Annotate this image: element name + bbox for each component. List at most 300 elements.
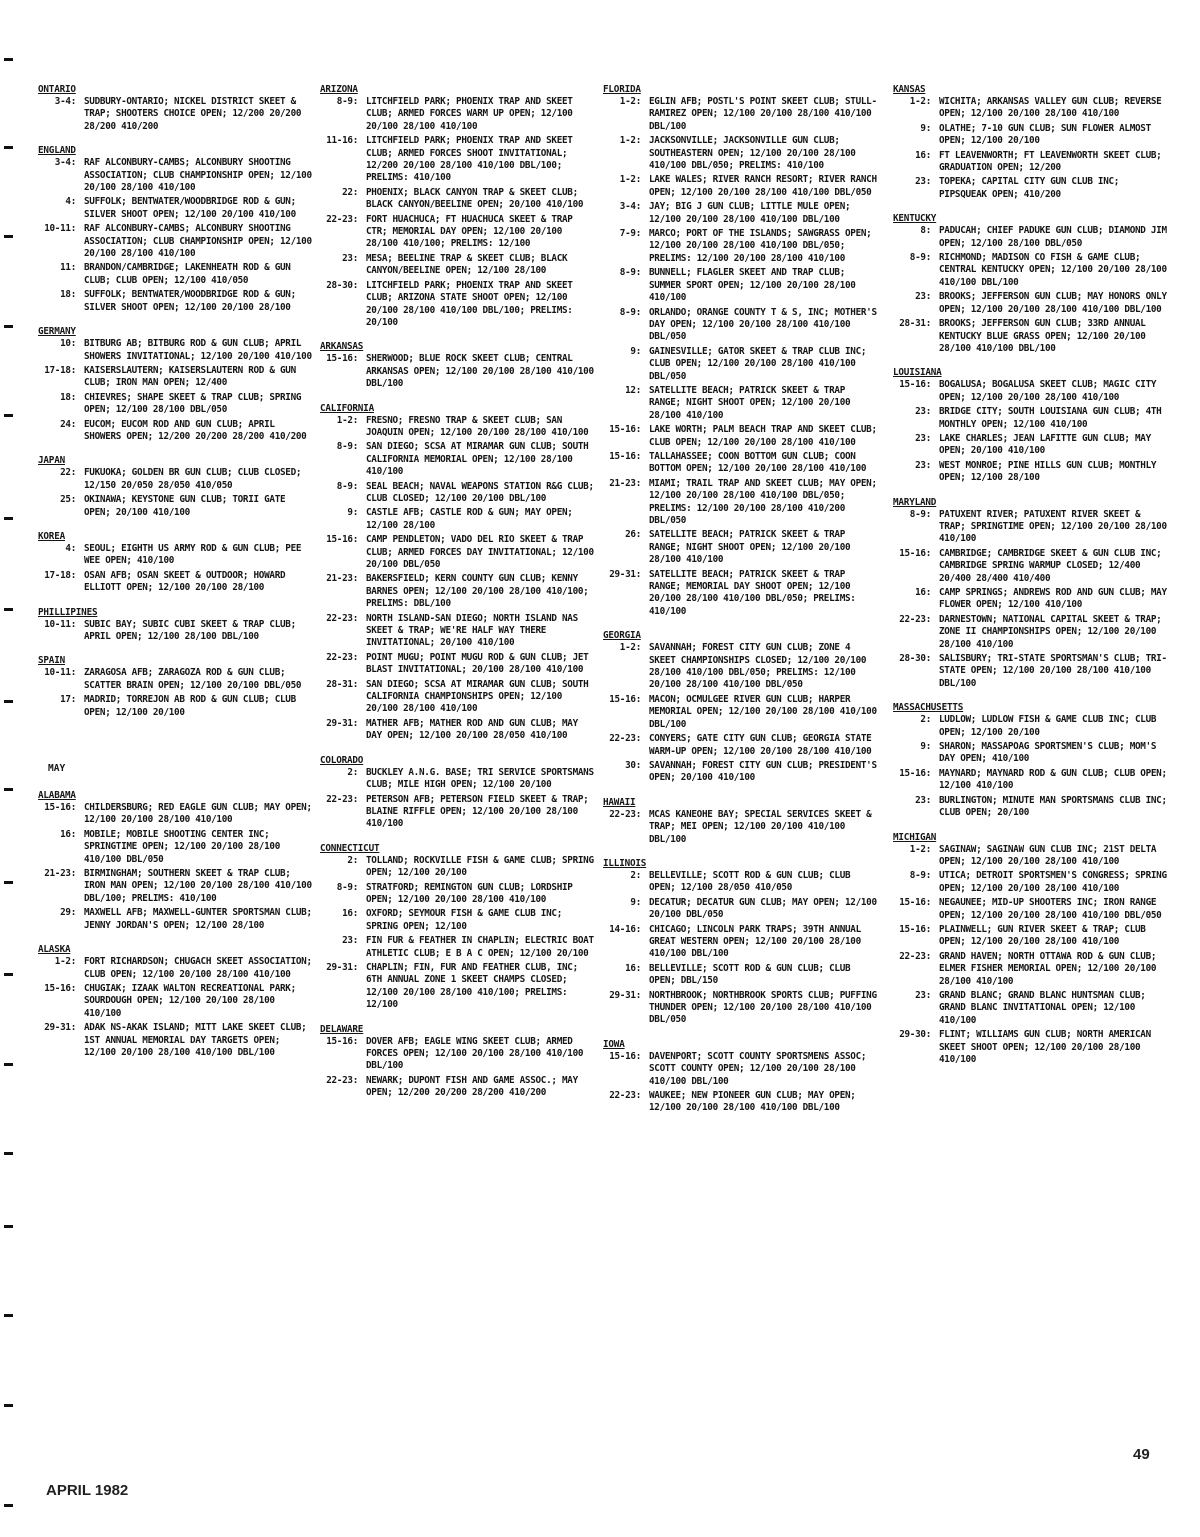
entry-details: SAGINAW; SAGINAW GUN CLUB INC; 21ST DELTA OPEN; 12/100 20/100 28/100 410/100 <box>939 843 1157 867</box>
state-heading: KANSAS <box>893 84 926 95</box>
entry-details: NEGAUNEE; MID-UP SHOOTERS INC; IRON RANGE OPEN; 12/100 20/100 28/100 410/100 DBL/050 <box>939 897 1162 921</box>
entry-details: FORT HUACHUCA; FT HUACHUCA SKEET & TRAP CTR; MEMORIAL DAY OPEN; 12/100 20/100 28/100 410/100; PRELIMS: 12/100 <box>366 213 573 250</box>
shoot-entry <box>893 96 1169 121</box>
state-section <box>893 367 1169 484</box>
shoot-entry <box>893 379 1169 404</box>
entry-details: SATELLITE BEACH; PATRICK SKEET & TRAP RANGE; NIGHT SHOOT OPEN; 12/100 20/100 28/100 410/100 <box>649 529 851 566</box>
entry-details: FUKUOKA; GOLDEN BR GUN CLUB; CLUB CLOSED; 12/150 20/050 28/050 410/050 <box>84 467 302 491</box>
entry-dates: 30: <box>625 759 641 771</box>
state-section <box>320 755 596 831</box>
state-heading: JAPAN <box>38 455 65 467</box>
entry-details: CHAPLIN; FIN, FUR AND FEATHER CLUB, INC; 6TH ANNUAL ZONE 1 SKEET CHAMPS CLOSED; 12/100 20/100 28/100 410/100; PRELIMS: 12/100 <box>366 961 578 1011</box>
shoot-entry <box>603 424 879 449</box>
entry-dates: 23: <box>915 291 931 303</box>
entry-details: MAXWELL AFB; MAXWELL-GUNTER SPORTSMAN CLUB; JENNY JORDAN'S OPEN; 12/100 28/100 <box>84 907 312 931</box>
shoot-entry <box>38 907 314 932</box>
entry-dates: 2: <box>347 854 358 866</box>
shoot-entry <box>38 157 314 194</box>
state-section <box>320 341 596 390</box>
entry-dates: 22-23: <box>326 612 358 624</box>
binding-mark <box>4 973 13 976</box>
state-section <box>38 326 314 443</box>
entry-dates: 3-4: <box>54 96 76 107</box>
entry-dates: 29-30: <box>899 1029 931 1041</box>
entry-dates: 16: <box>60 828 76 840</box>
entry-dates: 15-16: <box>609 450 641 462</box>
entry-dates: 10-11: <box>44 667 76 679</box>
shoot-entry <box>38 619 314 644</box>
entry-details: BROOKS; JEFFERSON GUN CLUB; 33RD ANNUAL KENTUCKY BLUE GRASS OPEN; 12/100 20/100 28/100 410/100 DBL/100 <box>939 318 1146 354</box>
entry-details: SATELLITE BEACH; PATRICK SKEET & TRAP RANGE; NIGHT SHOOT OPEN; 12/100 20/100 28/100 410/100 <box>649 384 851 421</box>
entry-details: WEST MONROE; PINE HILLS GUN CLUB; MONTHLY OPEN; 12/100 28/100 <box>939 459 1157 484</box>
state-section <box>320 1024 596 1100</box>
entry-details: PATUXENT RIVER; PATUXENT RIVER SKEET & TRAP; SPRINGTIME OPEN; 12/100 20/100 28/100 410/100 <box>939 508 1167 545</box>
entry-dates: 23: <box>915 459 931 471</box>
entry-details: WAUKEE; NEW PIONEER GUN CLUB; MAY OPEN; 12/100 20/100 28/100 410/100 DBL/100 <box>649 1090 856 1114</box>
state-heading: HAWAII <box>603 796 636 808</box>
entry-dates: 29-31: <box>44 1022 76 1034</box>
entry-dates: 9: <box>920 122 931 134</box>
entry-dates: 23: <box>342 935 358 947</box>
entry-dates: 16: <box>342 908 358 920</box>
shoot-entry <box>38 289 314 314</box>
entry-dates: 29-31: <box>326 717 358 729</box>
entry-details: NORTHBROOK; NORTHBROOK SPORTS CLUB; PUFFING THUNDER OPEN; 12/100 20/100 28/100 410/100 DBL/050 <box>649 989 877 1026</box>
shoot-entry <box>893 509 1169 546</box>
shoot-entry <box>603 990 879 1027</box>
entry-dates: 15-16: <box>899 767 931 779</box>
shoot-entry <box>38 196 314 221</box>
state-section <box>320 84 596 329</box>
shoot-entry <box>603 569 879 619</box>
shoot-entry <box>893 318 1169 355</box>
shoot-entry <box>320 96 596 133</box>
entry-dates: 29-31: <box>326 961 358 973</box>
shoot-entry <box>38 983 314 1020</box>
entry-details: PHOENIX; BLACK CANYON TRAP & SKEET CLUB; BLACK CANYON/BEELINE OPEN; 20/100 410/100 <box>366 186 584 211</box>
entry-dates: 26: <box>625 529 641 541</box>
entry-dates: 23: <box>915 432 931 444</box>
entry-details: MOBILE; MOBILE SHOOTING CENTER INC; SPRINGTIME OPEN; 12/100 20/100 28/100 410/100 DBL/050 <box>84 828 280 865</box>
entry-details: ZARAGOSA AFB; ZARAGOZA ROD & GUN CLUB; SCATTER BRAIN OPEN; 12/100 20/100 DBL/050 <box>84 667 302 691</box>
binding-mark <box>4 1404 13 1407</box>
entry-details: SUDBURY-ONTARIO; NICKEL DISTRICT SKEET & TRAP; SHOOTERS CHOICE OPEN; 12/200 20/200 28/200 410/200 <box>84 96 302 132</box>
shoot-entry <box>603 897 879 922</box>
entry-details: STRATFORD; REMINGTON GUN CLUB; LORDSHIP OPEN; 12/100 20/100 28/100 410/100 <box>366 881 573 905</box>
entry-details: PADUCAH; CHIEF PADUKE GUN CLUB; DIAMOND JIM OPEN; 12/100 28/100 DBL/050 <box>939 225 1167 249</box>
entry-dates: 22-23: <box>609 1090 641 1102</box>
entry-details: LITCHFIELD PARK; PHOENIX TRAP AND SKEET CLUB; ARMED FORCES WARM UP OPEN; 12/100 20/100 28/100 410/100 <box>366 96 573 132</box>
shoot-entry <box>893 150 1169 175</box>
shoot-entry <box>893 870 1169 895</box>
entry-details: OSAN AFB; OSAN SKEET & OUTDOOR; HOWARD ELLIOTT OPEN; 12/100 20/100 28/100 <box>84 569 286 594</box>
entry-dates: 15-16: <box>899 379 931 391</box>
shoot-entry <box>603 642 879 692</box>
entry-dates: 1-2: <box>909 96 931 107</box>
shoot-entry <box>320 935 596 960</box>
entry-dates: 8-9: <box>619 306 641 318</box>
shoot-entry <box>320 613 596 650</box>
state-heading: MICHIGAN <box>893 831 937 843</box>
shoot-entry <box>603 694 879 731</box>
entry-dates: 15-16: <box>326 353 358 365</box>
entry-dates: 23: <box>915 989 931 1001</box>
entry-details: ADAK NS-AKAK ISLAND; MITT LAKE SKEET CLUB; 1ST ANNUAL MEMORIAL DAY TARGETS OPEN; 12/100 20/100 28/100 410/100 DBL/100 <box>84 1022 307 1058</box>
binding-mark <box>4 1225 13 1228</box>
state-section <box>320 403 596 743</box>
entry-details: MESA; BEELINE TRAP & SKEET CLUB; BLACK CANYON/BEELINE OPEN; 12/100 28/100 <box>366 252 568 277</box>
binding-mark <box>4 1063 13 1066</box>
entry-dates: 2: <box>347 766 358 778</box>
shoot-entry <box>603 870 879 895</box>
binding-mark <box>4 881 13 884</box>
entry-details: MADRID; TORREJON AB ROD & GUN CLUB; CLUB OPEN; 12/100 20/100 <box>84 694 296 718</box>
binding-mark <box>4 325 13 328</box>
entry-details: SAVANNAH; FOREST CITY GUN CLUB; ZONE 4 SKEET CHAMPIONSHIPS CLOSED; 12/100 20/100 28/100 410/100 DBL/050; PRELIMS: 12/100 20/100 28/100 410/100 DBL/050 <box>649 642 867 691</box>
shoot-entry <box>38 392 314 417</box>
shoot-entry <box>603 451 879 476</box>
shoot-entry <box>893 460 1169 485</box>
shoot-entry <box>603 228 879 265</box>
shoot-entry <box>38 419 314 444</box>
entry-dates: 9: <box>347 507 358 519</box>
entry-dates: 18: <box>60 391 76 403</box>
state-heading: MASSACHUSETTS <box>893 702 964 714</box>
shoot-entry <box>38 365 314 390</box>
shoot-entry <box>320 441 596 478</box>
column-3 <box>603 84 879 1127</box>
shoot-entry <box>38 570 314 595</box>
entry-details: FLINT; WILLIAMS GUN CLUB; NORTH AMERICAN SKEET SHOOT OPEN; 12/100 20/100 28/100 410/100 <box>939 1029 1151 1065</box>
entry-dates: 8-9: <box>909 870 931 882</box>
shoot-entry <box>320 280 596 330</box>
entry-details: CHILDERSBURG; RED EAGLE GUN CLUB; MAY OPEN; 12/100 20/100 28/100 410/100 <box>84 802 312 826</box>
state-section <box>320 843 596 1012</box>
shoot-entry <box>603 267 879 304</box>
shoot-entry <box>38 956 314 981</box>
entry-details: DAVENPORT; SCOTT COUNTY SPORTSMENS ASSOC; SCOTT COUNTY OPEN; 12/100 20/100 28/100 410/100 DBL/100 <box>649 1050 867 1087</box>
binding-mark <box>4 58 13 61</box>
entry-dates: 23: <box>915 176 931 188</box>
entry-dates: 15-16: <box>326 534 358 546</box>
page-number: 49 <box>1133 1446 1150 1463</box>
shoot-entry <box>893 291 1169 316</box>
entry-dates: 8-9: <box>336 96 358 107</box>
entry-dates: 22-23: <box>609 733 641 745</box>
shoot-entry <box>893 176 1169 201</box>
shoot-entry <box>38 802 314 827</box>
entry-details: MAYNARD; MAYNARD ROD & GUN CLUB; CLUB OPEN; 12/100 410/100 <box>939 767 1167 792</box>
shoot-entry <box>38 667 314 692</box>
entry-details: EUCOM; EUCOM ROD AND GUN CLUB; APRIL SHOWERS OPEN; 12/200 20/200 28/200 410/200 <box>84 418 307 442</box>
entry-dates: 10: <box>60 338 76 350</box>
shoot-entry <box>38 467 314 492</box>
state-section <box>38 944 314 1059</box>
shoot-entry <box>320 135 596 185</box>
state-section <box>38 84 314 133</box>
shoot-entry <box>603 733 879 758</box>
entry-details: LUDLOW; LUDLOW FISH & GAME CLUB INC; CLUB OPEN; 12/100 20/100 <box>939 714 1157 738</box>
entry-dates: 24: <box>60 418 76 430</box>
entry-dates: 8-9: <box>336 881 358 893</box>
state-section <box>893 84 1169 201</box>
entry-dates: 29-31: <box>609 989 641 1001</box>
shoot-entry <box>893 951 1169 988</box>
entry-details: BITBURG AB; BITBURG ROD & GUN CLUB; APRIL SHOWERS INVITATIONAL; 12/100 20/100 410/100 <box>84 338 312 362</box>
entry-dates: 10-11: <box>44 223 76 235</box>
entry-details: RAF ALCONBURY-CAMBS; ALCONBURY SHOOTING ASSOCIATION; CLUB CHAMPIONSHIP OPEN; 12/100 20/100 28/100 410/100 <box>84 223 312 260</box>
entry-dates: 8-9: <box>336 441 358 453</box>
entry-details: LAKE WORTH; PALM BEACH TRAP AND SKEET CLUB; CLUB OPEN; 12/100 20/100 28/100 410/100 <box>649 424 877 448</box>
shoot-entry <box>38 96 314 133</box>
shoot-entry <box>893 614 1169 651</box>
entry-dates: 10-11: <box>44 618 76 630</box>
shoot-entry <box>603 529 879 566</box>
entry-details: OLATHE; 7-10 GUN CLUB; SUN FLOWER ALMOST OPEN; 12/100 20/100 <box>939 122 1151 147</box>
entry-details: DOVER AFB; EAGLE WING SKEET CLUB; ARMED FORCES OPEN; 12/100 20/100 28/100 410/100 DBL/100 <box>366 1035 584 1072</box>
entry-details: LAKE CHARLES; JEAN LAFITTE GUN CLUB; MAY OPEN; 20/100 410/100 <box>939 432 1151 457</box>
state-heading: PHILLIPINES <box>38 606 98 618</box>
entry-dates: 22-23: <box>326 651 358 663</box>
shoot-entry <box>603 478 879 528</box>
state-section <box>893 497 1169 691</box>
entry-dates: 23: <box>915 794 931 806</box>
shoot-entry <box>320 1036 596 1073</box>
entry-details: BURLINGTON; MINUTE MAN SPORTSMANS CLUB INC; CLUB OPEN; 20/100 <box>939 794 1167 819</box>
shoot-entry <box>38 543 314 568</box>
entry-dates: 17-18: <box>44 569 76 581</box>
state-heading: GEORGIA <box>603 630 641 642</box>
shoot-entry <box>603 346 879 383</box>
state-heading: MARYLAND <box>893 496 937 508</box>
shoot-entry <box>893 123 1169 148</box>
shoot-entry <box>893 924 1169 949</box>
shoot-entry <box>893 795 1169 820</box>
entry-dates: 28-30: <box>899 653 931 665</box>
entry-dates: 8-9: <box>909 252 931 264</box>
entry-details: SHERWOOD; BLUE ROCK SKEET CLUB; CENTRAL ARKANSAS OPEN; 12/100 20/100 28/100 410/100 DBL/100 <box>366 353 594 390</box>
shoot-entry <box>893 433 1169 458</box>
state-heading: ALABAMA <box>38 790 76 802</box>
entry-details: BUNNELL; FLAGLER SKEET AND TRAP CLUB; SUMMER SPORT OPEN; 12/100 20/100 28/100 410/100 <box>649 267 856 304</box>
entry-dates: 21-23: <box>326 573 358 585</box>
shoot-entry <box>38 262 314 287</box>
entry-details: BROOKS; JEFFERSON GUN CLUB; MAY HONORS ONLY OPEN; 12/100 20/100 28/100 410/100 DBL/100 <box>939 291 1167 315</box>
entry-details: CAMP SPRINGS; ANDREWS ROD AND GUN CLUB; MAY FLOWER OPEN; 12/100 410/100 <box>939 587 1167 611</box>
column-2 <box>320 84 596 1112</box>
issue-date: APRIL 1982 <box>46 1482 129 1499</box>
entry-details: DARNESTOWN; NATIONAL CAPITAL SKEET & TRAP; ZONE II CHAMPIONSHIPS OPEN; 12/100 20/100 28/100 410/100 <box>939 613 1162 650</box>
shoot-entry <box>893 587 1169 612</box>
state-heading: COLORADO <box>320 754 364 766</box>
shoot-entry <box>320 353 596 390</box>
entry-details: POINT MUGU; POINT MUGU ROD & GUN CLUB; JET BLAST INVITATIONAL; 20/100 28/100 410/100 <box>366 651 589 676</box>
entry-dates: 1-2: <box>619 642 641 654</box>
entry-dates: 21-23: <box>609 477 641 489</box>
shoot-entry <box>320 652 596 677</box>
shoot-entry <box>320 718 596 743</box>
state-heading: IOWA <box>603 1038 625 1050</box>
entry-details: GRAND HAVEN; NORTH OTTAWA ROD & GUN CLUB; ELMER FISHER MEMORIAL OPEN; 12/100 20/100 28/100 410/100 <box>939 950 1157 987</box>
entry-details: DECATUR; DECATUR GUN CLUB; MAY OPEN; 12/100 20/100 DBL/050 <box>649 896 877 921</box>
entry-dates: 8-9: <box>336 480 358 492</box>
state-heading: KOREA <box>38 530 65 542</box>
state-heading: ALASKA <box>38 944 71 956</box>
shoot-entry <box>320 767 596 792</box>
shoot-entry <box>38 223 314 260</box>
entry-details: PLAINWELL; GUN RIVER SKEET & TRAP; CLUB OPEN; 12/100 20/100 28/100 410/100 <box>939 923 1146 948</box>
entry-details: SUFFOLK; BENTWATER/WOODBRIDGE ROD & GUN; SILVER SHOOT OPEN; 12/100 20/100 28/100 <box>84 289 296 313</box>
shoot-entry <box>320 882 596 907</box>
entry-details: TOPEKA; CAPITAL CITY GUN CLUB INC; PIPSQUEAK OPEN; 410/200 <box>939 176 1120 200</box>
entry-dates: 1-2: <box>54 956 76 968</box>
entry-details: PETERSON AFB; PETERSON FIELD SKEET & TRAP; BLAINE RIFFLE OPEN; 12/100 20/100 28/100 410/100 <box>366 793 589 830</box>
shoot-entry <box>893 1029 1169 1066</box>
binding-mark <box>4 517 13 520</box>
shoot-entry <box>603 809 879 846</box>
entry-dates: 15-16: <box>609 1050 641 1062</box>
entry-details: FRESNO; FRESNO TRAP & SKEET CLUB; SAN JOAQUIN OPEN; 12/100 20/100 28/100 410/100 <box>366 414 589 438</box>
shoot-entry <box>893 252 1169 289</box>
shoot-entry <box>320 481 596 506</box>
entry-details: SEOUL; EIGHTH US ARMY ROD & GUN CLUB; PEE WEE OPEN; 410/100 <box>84 542 302 567</box>
entry-details: SUBIC BAY; SUBIC CUBI SKEET & TRAP CLUB; APRIL OPEN; 12/100 28/100 DBL/100 <box>84 618 296 642</box>
entry-dates: 2: <box>920 714 931 726</box>
shoot-entry <box>893 653 1169 690</box>
entry-details: SAN DIEGO; SCSA AT MIRAMAR GUN CLUB; SOUTH CALIFORNIA CHAMPIONSHIPS OPEN; 12/100 20/100 28/100 410/100 <box>366 678 589 715</box>
entry-dates: 7-9: <box>619 228 641 240</box>
entry-dates: 22-23: <box>326 793 358 805</box>
entry-dates: 28-31: <box>326 678 358 690</box>
entry-dates: 1-2: <box>619 96 641 107</box>
entry-details: CAMP PENDLETON; VADO DEL RIO SKEET & TRAP CLUB; ARMED FORCES DAY INVITATIONAL; 12/100 20/100 DBL/050 <box>366 534 594 570</box>
entry-dates: 14-16: <box>609 923 641 935</box>
entry-dates: 15-16: <box>44 802 76 814</box>
state-section <box>893 832 1169 1067</box>
shoot-entry <box>893 844 1169 869</box>
entry-details: MARCO; PORT OF THE ISLANDS; SAWGRASS OPEN; 12/100 20/100 28/100 410/100 DBL/050; PRELIMS: 12/100 20/100 28/100 410/100 <box>649 228 872 264</box>
shoot-entry <box>603 924 879 961</box>
entry-dates: 22-23: <box>899 950 931 962</box>
entry-details: LITCHFIELD PARK; PHOENIX TRAP AND SKEET CLUB; ARIZONA STATE SHOOT OPEN; 12/100 20/100 28/100 410/100 DBL/100; PRELIMS: 20/100 <box>366 279 573 328</box>
entry-dates: 18: <box>60 289 76 301</box>
state-section <box>893 213 1169 355</box>
entry-details: SUFFOLK; BENTWATER/WOODBRIDGE ROD & GUN; SILVER SHOOT OPEN; 12/100 20/100 410/100 <box>84 196 296 220</box>
entry-details: MCAS KANEOHE BAY; SPECIAL SERVICES SKEET & TRAP; MEI OPEN; 12/100 20/100 410/100 DBL/100 <box>649 808 872 845</box>
entry-dates: 28-31: <box>899 318 931 330</box>
shoot-entry <box>603 1090 879 1115</box>
shoot-entry <box>893 548 1169 585</box>
entry-dates: 12: <box>625 384 641 396</box>
shoot-entry <box>320 962 596 1012</box>
shoot-entry <box>320 855 596 880</box>
state-heading: ONTARIO <box>38 84 76 95</box>
shoot-entry <box>893 406 1169 431</box>
shoot-entry <box>603 307 879 344</box>
state-heading: GERMANY <box>38 326 76 338</box>
binding-mark <box>4 788 13 791</box>
entry-dates: 22-23: <box>609 808 641 820</box>
shoot-entry <box>38 1022 314 1059</box>
entry-details: BOGALUSA; BOGALUSA SKEET CLUB; MAGIC CITY OPEN; 12/100 20/100 28/100 410/100 <box>939 379 1157 403</box>
shoot-entry <box>603 760 879 785</box>
state-heading: DELAWARE <box>320 1023 364 1035</box>
entry-dates: 16: <box>915 149 931 161</box>
entry-details: SALISBURY; TRI-STATE SPORTSMAN'S CLUB; TRI-STATE OPEN; 12/100 20/100 28/100 410/100 DBL/100 <box>939 653 1167 689</box>
entry-dates: 17: <box>60 694 76 706</box>
entry-details: FORT RICHARDSON; CHUGACH SKEET ASSOCIATION; CLUB OPEN; 12/100 20/100 28/100 410/100 <box>84 956 312 980</box>
shoot-entry <box>603 385 879 422</box>
entry-dates: 4: <box>65 196 76 208</box>
entry-dates: 8: <box>920 225 931 237</box>
state-section <box>38 531 314 595</box>
entry-details: FIN FUR & FEATHER IN CHAPLIN; ELECTRIC BOAT ATHLETIC CLUB; E B A C OPEN; 12/100 20/100 <box>366 935 594 959</box>
shoot-entry <box>893 990 1169 1027</box>
state-heading: ILLINOIS <box>603 857 647 869</box>
entry-dates: 15-16: <box>899 923 931 935</box>
entry-dates: 16: <box>625 962 641 974</box>
entry-details: MIAMI; TRAIL TRAP AND SKEET CLUB; MAY OPEN; 12/100 20/100 28/100 410/100 DBL/050; PRELIMS: 12/100 20/100 28/100 410/200 DBL/050 <box>649 477 877 526</box>
entry-dates: 29-31: <box>609 568 641 580</box>
entry-details: SATELLITE BEACH; PATRICK SKEET & TRAP RANGE; MEMORIAL DAY SHOOT OPEN; 12/100 20/100 28/100 410/100 DBL/050; PRELIMS: 410/100 <box>649 568 856 617</box>
entry-dates: 2: <box>630 869 641 881</box>
entry-dates: 11-16: <box>326 135 358 147</box>
entry-details: TALLAHASSEE; COON BOTTOM GUN CLUB; COON BOTTOM OPEN; 12/100 20/100 28/100 410/100 <box>649 450 867 475</box>
state-heading: CONNECTICUT <box>320 842 380 854</box>
binding-mark <box>4 146 13 149</box>
state-heading: SPAIN <box>38 655 65 667</box>
shoot-entry <box>320 253 596 278</box>
entry-dates: 22-23: <box>326 213 358 225</box>
entry-dates: 22: <box>342 186 358 198</box>
entry-dates: 15-16: <box>899 897 931 909</box>
column-4 <box>893 84 1169 1078</box>
entry-dates: 22-23: <box>326 1074 358 1086</box>
entry-dates: 1-2: <box>909 843 931 855</box>
entry-details: NEWARK; DUPONT FISH AND GAME ASSOC.; MAY OPEN; 12/200 20/200 28/200 410/200 <box>366 1074 578 1099</box>
shoot-entry <box>893 225 1169 250</box>
state-heading: FLORIDA <box>603 84 641 95</box>
shoot-entry <box>38 829 314 866</box>
entry-dates: 15-16: <box>326 1035 358 1047</box>
shoot-entry <box>893 714 1169 739</box>
entry-dates: 15-16: <box>899 547 931 559</box>
entry-details: SEAL BEACH; NAVAL WEAPONS STATION R&G CLUB; CLUB CLOSED; 12/100 20/100 DBL/100 <box>366 480 594 504</box>
entry-details: JACKSONVILLE; JACKSONVILLE GUN CLUB; SOUTHEASTERN OPEN; 12/100 20/100 28/100 410/100 DBL/050; PRELIMS: 410/100 <box>649 135 856 172</box>
entry-details: GAINESVILLE; GATOR SKEET & TRAP CLUB INC; CLUB OPEN; 12/100 20/100 28/100 410/100 DBL/050 <box>649 345 867 382</box>
shoot-entry <box>320 214 596 251</box>
shoot-entry <box>603 96 879 133</box>
shoot-entry <box>320 534 596 571</box>
entry-details: UTICA; DETROIT SPORTSMEN'S CONGRESS; SPRING OPEN; 12/100 20/100 28/100 410/100 <box>939 870 1167 894</box>
state-section <box>603 84 879 618</box>
state-section <box>38 145 314 314</box>
entry-dates: 9: <box>630 345 641 357</box>
entry-details: BRIDGE CITY; SOUTH LOUISIANA GUN CLUB; 4TH MONTHLY OPEN; 12/100 410/100 <box>939 406 1162 430</box>
entry-dates: 23: <box>342 252 358 264</box>
month-heading: MAY <box>48 763 66 775</box>
entry-details: TOLLAND; ROCKVILLE FISH & GAME CLUB; SPRING OPEN; 12/100 20/100 <box>366 854 594 879</box>
entry-details: WICHITA; ARKANSAS VALLEY GUN CLUB; REVERSE OPEN; 12/100 20/100 28/100 410/100 <box>939 96 1162 120</box>
shoot-entry <box>603 963 879 988</box>
entry-details: BELLEVILLE; SCOTT ROD & GUN CLUB; CLUB OPEN; DBL/150 <box>649 962 851 987</box>
entry-dates: 1-2: <box>619 135 641 147</box>
entry-dates: 17-18: <box>44 364 76 376</box>
entry-details: MATHER AFB; MATHER ROD AND GUN CLUB; MAY DAY OPEN; 12/100 20/100 28/050 410/100 <box>366 717 578 742</box>
shoot-entry <box>320 679 596 716</box>
entry-details: GRAND BLANC; GRAND BLANC HUNTSMAN CLUB; GRAND BLANC INVITATIONAL OPEN; 12/100 410/100 <box>939 989 1146 1026</box>
entry-dates: 29: <box>60 907 76 919</box>
